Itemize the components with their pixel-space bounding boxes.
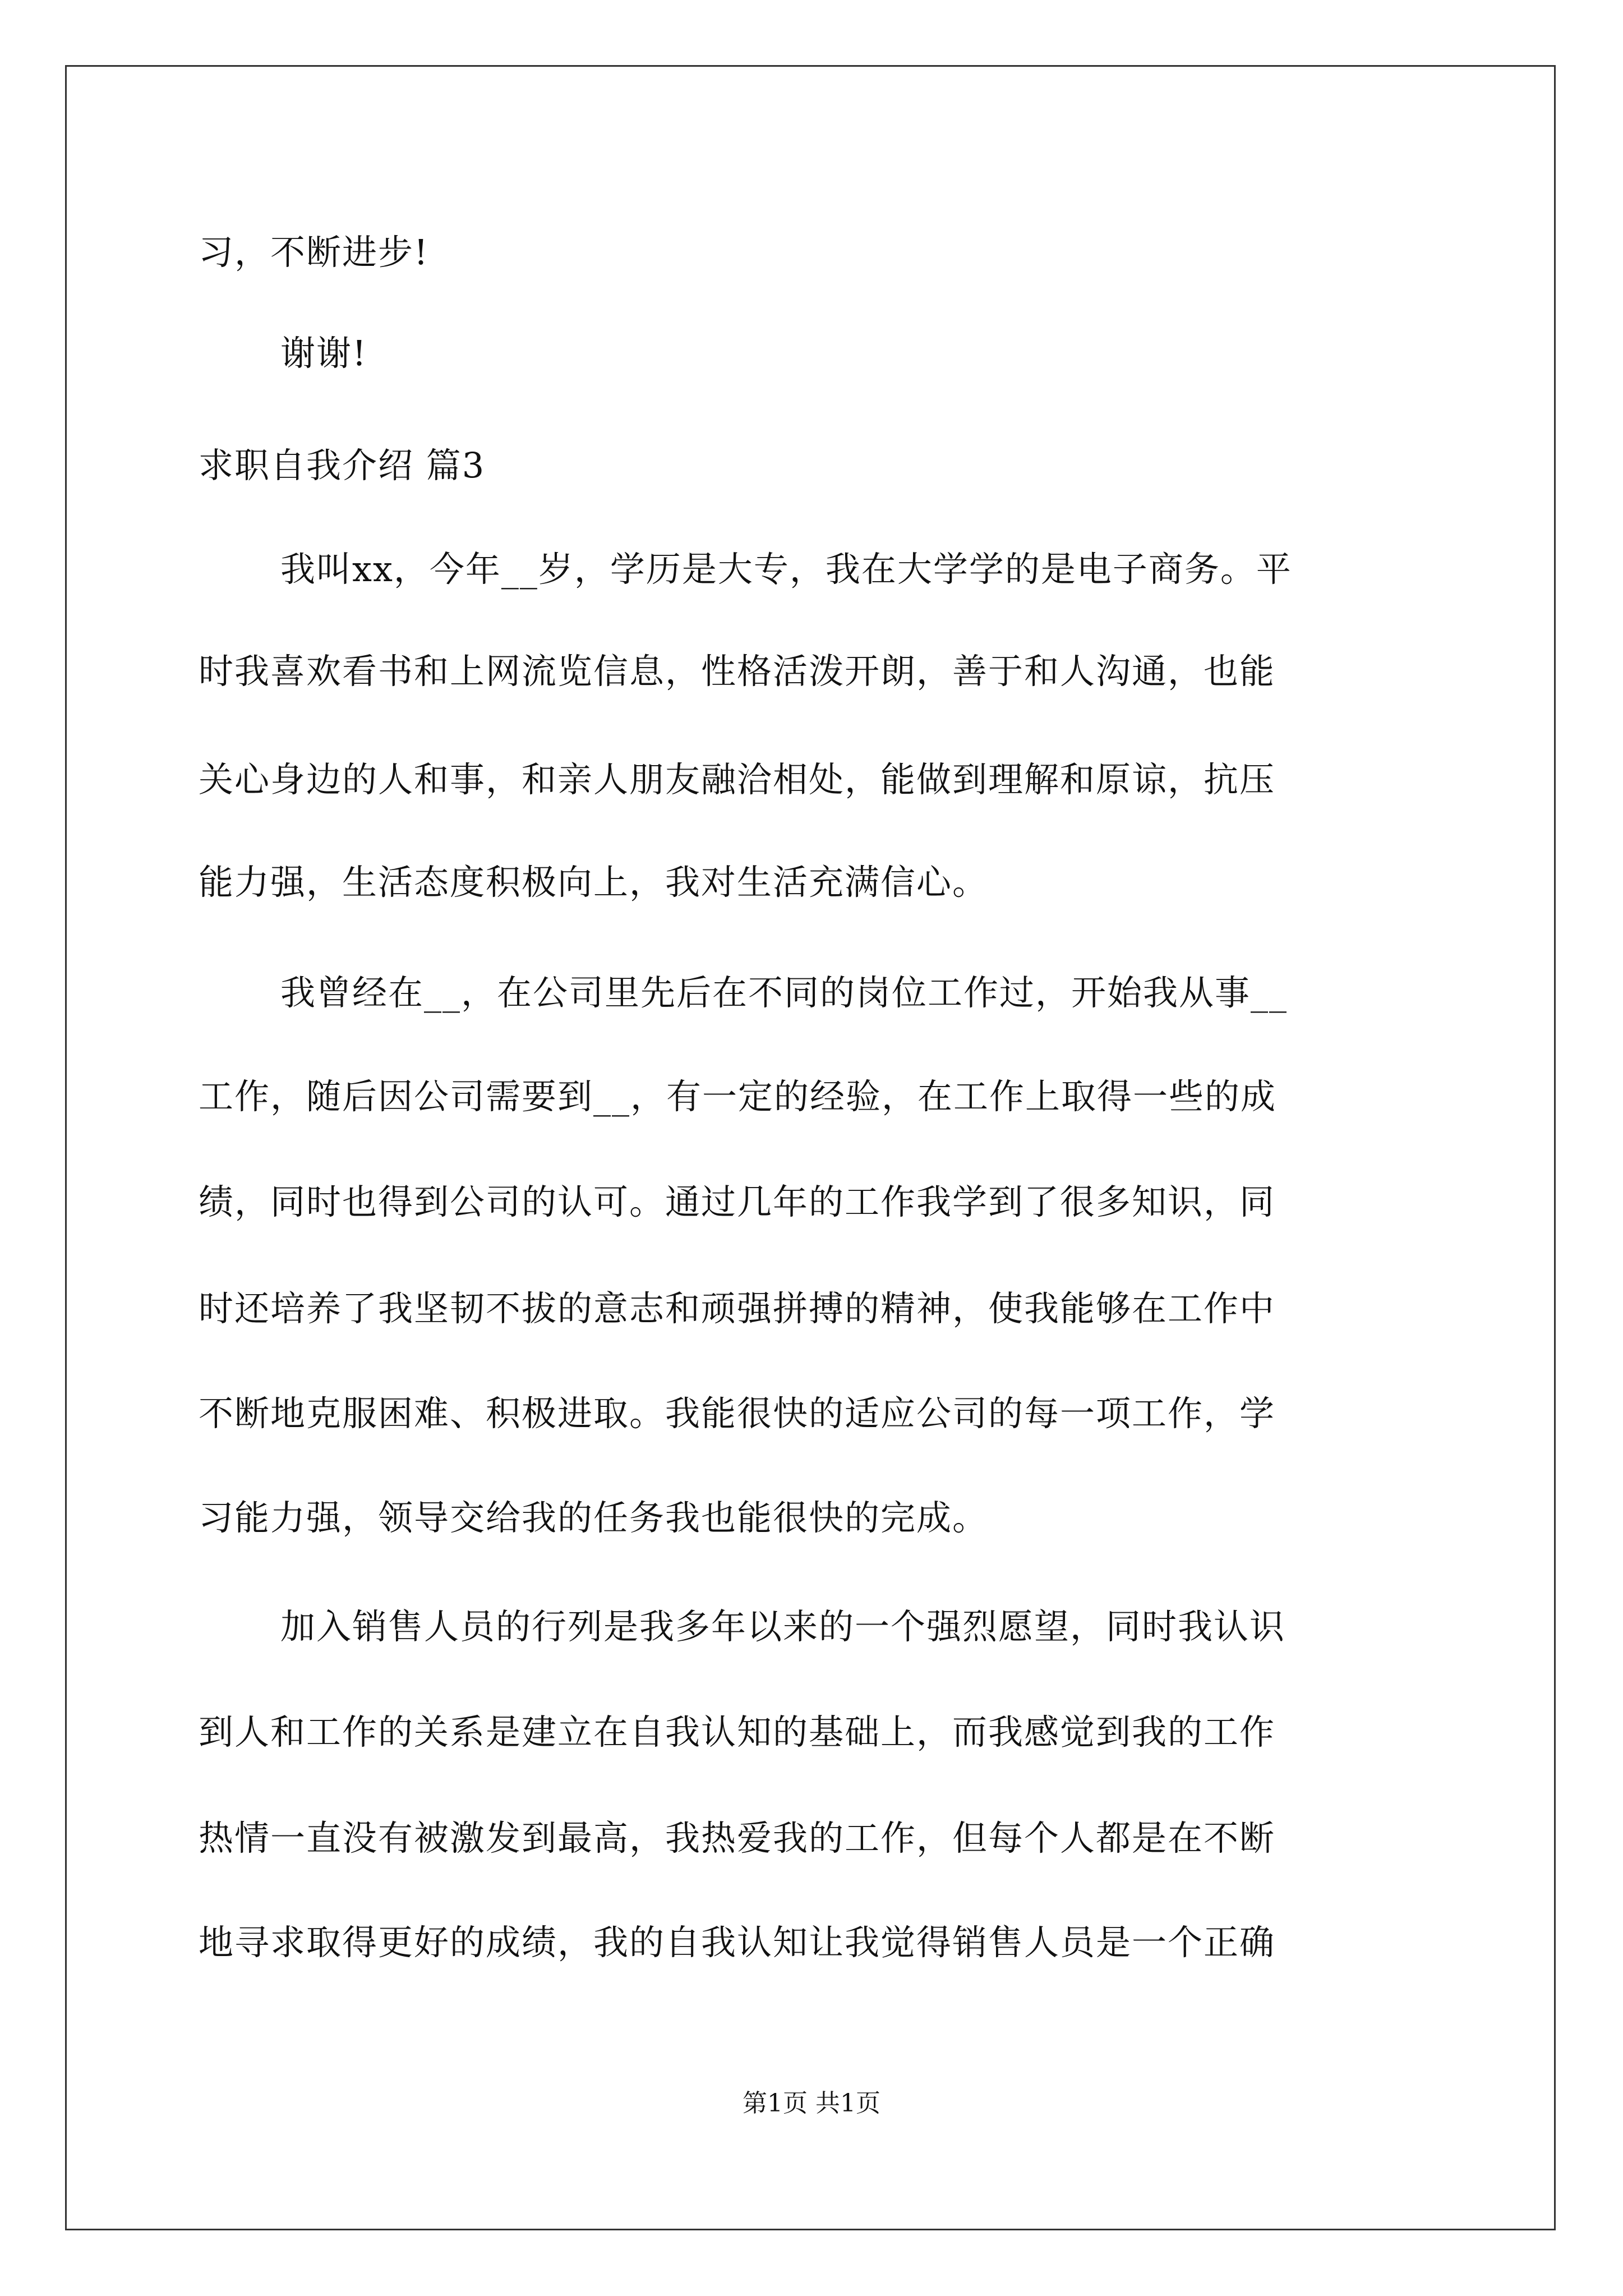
- text-line: 时还培养了我坚韧不拔的意志和顽强拼搏的精神，使我能够在工作中: [199, 1288, 1276, 1329]
- text-line: 谢谢!: [280, 333, 367, 374]
- text-line: 工作，随后因公司需要到__，有一定的经验，在工作上取得一些的成: [199, 1076, 1277, 1117]
- page-border: [65, 65, 1556, 2230]
- text-line: 习，不断进步!: [199, 232, 429, 273]
- text-line: 不断地克服困难、积极进取。我能很快的适应公司的每一项工作，学: [199, 1393, 1276, 1434]
- text-line: 热情一直没有被激发到最高，我热爱我的工作，但每个人都是在不断: [199, 1818, 1276, 1858]
- text-line: 关心身边的人和事，和亲人朋友融洽相处，能做到理解和原谅，抗压: [199, 759, 1276, 800]
- text-line: 到人和工作的关系是建立在自我认知的基础上，而我感觉到我的工作: [199, 1711, 1276, 1752]
- text-line: 绩，同时也得到公司的认可。通过几年的工作我学到了很多知识，同: [199, 1181, 1276, 1222]
- text-line: 能力强，生活态度积极向上，我对生活充满信心。: [199, 862, 989, 903]
- text-line: 时我喜欢看书和上网流览信息，性格活泼开朗，善于和人沟通，也能: [199, 651, 1276, 692]
- section-heading: 求职自我介绍 篇3: [199, 445, 486, 486]
- text-line: 我曾经在__，在公司里先后在不同的岗位工作过，开始我从事__: [280, 972, 1288, 1013]
- page-footer: 第1页 共1页: [743, 2089, 880, 2118]
- text-line: 地寻求取得更好的成绩，我的自我认知让我觉得销售人员是一个正确: [199, 1922, 1276, 1963]
- text-line: 加入销售人员的行列是我多年以来的一个强烈愿望，同时我认识: [280, 1606, 1286, 1647]
- text-line: 我叫xx，今年__岁，学历是大专，我在大学学的是电子商务。平: [280, 549, 1292, 590]
- text-line: 习能力强，领导交给我的任务我也能很快的完成。: [199, 1497, 989, 1538]
